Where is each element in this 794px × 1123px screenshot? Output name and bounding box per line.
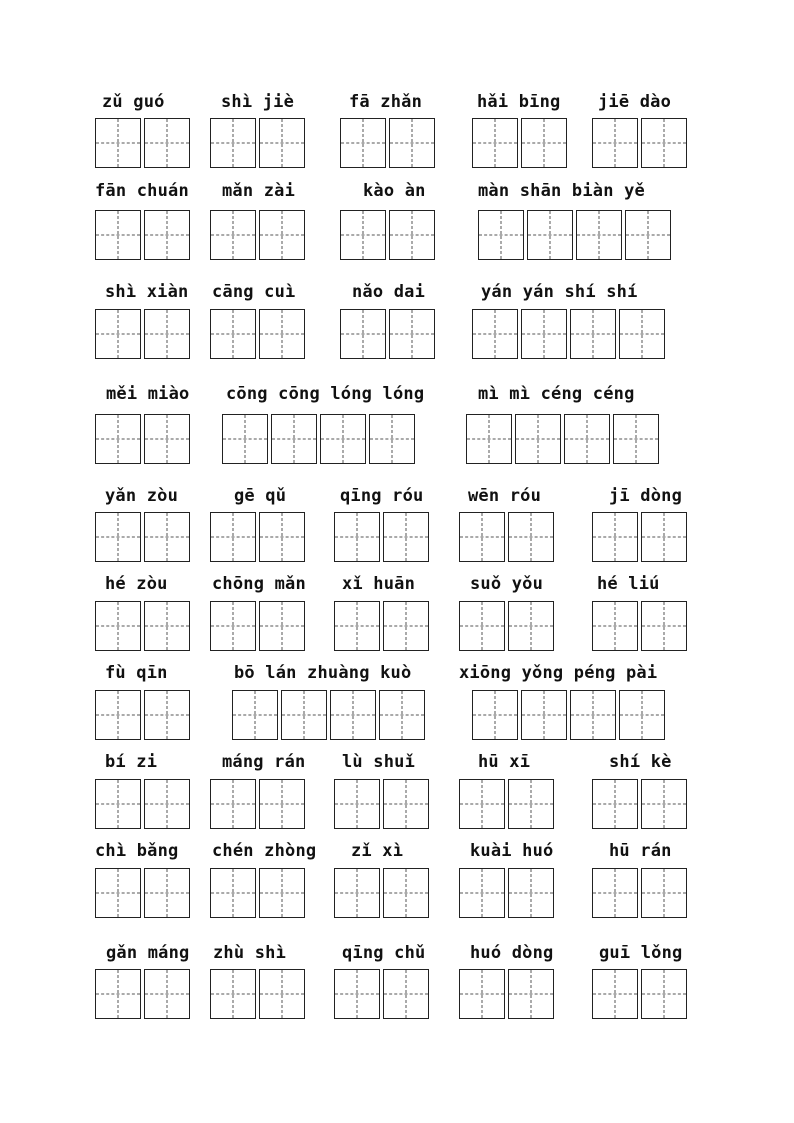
tianzige-box[interactable]	[508, 601, 554, 651]
tianzige-box[interactable]	[210, 601, 256, 651]
pinyin-label: huó dòng	[470, 943, 554, 963]
writing-grid	[334, 969, 429, 1019]
tianzige-box[interactable]	[508, 512, 554, 562]
pinyin-label: zǐ xì	[351, 841, 404, 861]
pinyin-label: wēn róu	[468, 486, 542, 506]
writing-grid	[95, 690, 190, 740]
pinyin-label: nǎo dai	[352, 282, 426, 302]
tianzige-box[interactable]	[459, 969, 505, 1019]
writing-grid	[210, 309, 305, 359]
pinyin-label: hǎi bīng	[477, 92, 561, 112]
tianzige-box[interactable]	[334, 512, 380, 562]
tianzige-box[interactable]	[383, 512, 429, 562]
writing-grid	[222, 414, 415, 464]
pinyin-label: fù qīn	[105, 663, 168, 683]
writing-grid	[592, 969, 687, 1019]
writing-grid	[334, 512, 429, 562]
pinyin-label: màn shān biàn yě	[478, 181, 645, 201]
tianzige-box[interactable]	[508, 868, 554, 918]
tianzige-box[interactable]	[334, 969, 380, 1019]
tianzige-box[interactable]	[95, 601, 141, 651]
tianzige-box[interactable]	[144, 690, 190, 740]
pinyin-label: shí kè	[609, 752, 672, 772]
tianzige-box[interactable]	[259, 512, 305, 562]
pinyin-label: bō lán zhuàng kuò	[234, 663, 412, 683]
pinyin-label: zhù shì	[213, 943, 287, 963]
tianzige-box[interactable]	[232, 690, 278, 740]
writing-grid	[478, 210, 671, 260]
tianzige-box[interactable]	[592, 512, 638, 562]
writing-grid	[459, 512, 554, 562]
tianzige-box[interactable]	[641, 601, 687, 651]
tianzige-box[interactable]	[95, 512, 141, 562]
pinyin-label: xiōng yǒng péng pài	[459, 663, 658, 683]
tianzige-box[interactable]	[144, 779, 190, 829]
tianzige-box[interactable]	[281, 690, 327, 740]
tianzige-box[interactable]	[508, 969, 554, 1019]
tianzige-box[interactable]	[472, 118, 518, 168]
tianzige-box[interactable]	[144, 512, 190, 562]
tianzige-box[interactable]	[210, 779, 256, 829]
tianzige-box[interactable]	[95, 210, 141, 260]
pinyin-label: yǎn zòu	[105, 486, 179, 506]
tianzige-box[interactable]	[613, 414, 659, 464]
writing-grid	[466, 414, 659, 464]
writing-grid	[210, 512, 305, 562]
pinyin-label: chōng mǎn	[212, 574, 306, 594]
tianzige-box[interactable]	[369, 414, 415, 464]
writing-grid	[210, 779, 305, 829]
writing-grid	[459, 868, 554, 918]
writing-grid	[95, 414, 190, 464]
tianzige-box[interactable]	[389, 309, 435, 359]
pinyin-label: guī lǒng	[599, 943, 683, 963]
pinyin-label: gē qǔ	[234, 486, 287, 506]
tianzige-box[interactable]	[641, 512, 687, 562]
tianzige-box[interactable]	[383, 969, 429, 1019]
pinyin-label: máng rán	[222, 752, 306, 772]
tianzige-box[interactable]	[259, 779, 305, 829]
writing-grid	[95, 309, 190, 359]
tianzige-box[interactable]	[641, 969, 687, 1019]
tianzige-box[interactable]	[521, 118, 567, 168]
writing-grid	[592, 601, 687, 651]
tianzige-box[interactable]	[334, 601, 380, 651]
tianzige-box[interactable]	[459, 512, 505, 562]
tianzige-box[interactable]	[95, 414, 141, 464]
tianzige-box[interactable]	[222, 414, 268, 464]
tianzige-box[interactable]	[210, 512, 256, 562]
writing-grid	[95, 601, 190, 651]
tianzige-box[interactable]	[459, 779, 505, 829]
writing-grid	[592, 512, 687, 562]
tianzige-box[interactable]	[619, 690, 665, 740]
tianzige-box[interactable]	[95, 779, 141, 829]
tianzige-box[interactable]	[478, 210, 524, 260]
pinyin-label: fā zhǎn	[349, 92, 423, 112]
writing-grid	[95, 868, 190, 918]
tianzige-box[interactable]	[389, 118, 435, 168]
tianzige-box[interactable]	[383, 601, 429, 651]
tianzige-box[interactable]	[210, 868, 256, 918]
pinyin-label: fān chuán	[95, 181, 189, 201]
tianzige-box[interactable]	[592, 601, 638, 651]
writing-grid	[95, 512, 190, 562]
tianzige-box[interactable]	[259, 969, 305, 1019]
tianzige-box[interactable]	[271, 414, 317, 464]
tianzige-box[interactable]	[340, 309, 386, 359]
pinyin-label: bí zi	[105, 752, 158, 772]
tianzige-box[interactable]	[144, 868, 190, 918]
tianzige-box[interactable]	[144, 118, 190, 168]
tianzige-box[interactable]	[641, 779, 687, 829]
pinyin-label: chén zhòng	[212, 841, 317, 861]
pinyin-label: kào àn	[363, 181, 426, 201]
pinyin-label: cōng cōng lóng lóng	[226, 384, 425, 404]
writing-grid	[459, 969, 554, 1019]
tianzige-box[interactable]	[619, 309, 665, 359]
tianzige-box[interactable]	[210, 210, 256, 260]
writing-grid	[210, 969, 305, 1019]
writing-grid	[472, 309, 665, 359]
tianzige-box[interactable]	[383, 779, 429, 829]
pinyin-label: hé zòu	[105, 574, 168, 594]
tianzige-box[interactable]	[95, 690, 141, 740]
writing-grid	[592, 118, 687, 168]
tianzige-box[interactable]	[592, 118, 638, 168]
tianzige-box[interactable]	[527, 210, 573, 260]
tianzige-box[interactable]	[334, 868, 380, 918]
tianzige-box[interactable]	[340, 118, 386, 168]
tianzige-box[interactable]	[210, 969, 256, 1019]
tianzige-box[interactable]	[259, 601, 305, 651]
pinyin-label: suǒ yǒu	[470, 574, 544, 594]
writing-grid	[472, 118, 567, 168]
writing-grid	[95, 210, 190, 260]
tianzige-box[interactable]	[389, 210, 435, 260]
tianzige-box[interactable]	[592, 779, 638, 829]
tianzige-box[interactable]	[95, 309, 141, 359]
tianzige-box[interactable]	[259, 118, 305, 168]
writing-grid	[210, 118, 305, 168]
pinyin-label: hū rán	[609, 841, 672, 861]
tianzige-box[interactable]	[95, 118, 141, 168]
pinyin-label: jiē dào	[598, 92, 672, 112]
writing-grid	[340, 210, 435, 260]
tianzige-box[interactable]	[466, 414, 512, 464]
pinyin-label: mǎn zài	[222, 181, 296, 201]
tianzige-box[interactable]	[564, 414, 610, 464]
tianzige-box[interactable]	[592, 868, 638, 918]
tianzige-box[interactable]	[259, 868, 305, 918]
tianzige-box[interactable]	[472, 690, 518, 740]
pinyin-label: shì xiàn	[105, 282, 189, 302]
writing-grid	[210, 601, 305, 651]
tianzige-box[interactable]	[379, 690, 425, 740]
writing-grid	[592, 868, 687, 918]
tianzige-box[interactable]	[340, 210, 386, 260]
writing-grid	[472, 690, 665, 740]
writing-grid	[210, 210, 305, 260]
tianzige-box[interactable]	[570, 690, 616, 740]
tianzige-box[interactable]	[570, 309, 616, 359]
writing-grid	[95, 969, 190, 1019]
pinyin-label: lù shuǐ	[342, 752, 416, 772]
writing-grid	[592, 779, 687, 829]
pinyin-label: cāng cuì	[212, 282, 296, 302]
writing-grid	[210, 868, 305, 918]
writing-grid	[95, 118, 190, 168]
tianzige-box[interactable]	[508, 779, 554, 829]
writing-grid	[340, 309, 435, 359]
writing-grid	[340, 118, 435, 168]
pinyin-label: gǎn máng	[106, 943, 190, 963]
pinyin-label: yán yán shí shí	[481, 282, 638, 302]
pinyin-label: jī dòng	[609, 486, 683, 506]
pinyin-label: shì jiè	[221, 92, 295, 112]
writing-grid	[334, 601, 429, 651]
writing-grid	[232, 690, 425, 740]
writing-grid	[334, 868, 429, 918]
tianzige-box[interactable]	[330, 690, 376, 740]
tianzige-box[interactable]	[383, 868, 429, 918]
writing-grid	[95, 779, 190, 829]
pinyin-label: hé liú	[597, 574, 660, 594]
tianzige-box[interactable]	[144, 601, 190, 651]
tianzige-box[interactable]	[210, 118, 256, 168]
tianzige-box[interactable]	[95, 969, 141, 1019]
tianzige-box[interactable]	[334, 779, 380, 829]
tianzige-box[interactable]	[641, 868, 687, 918]
tianzige-box[interactable]	[641, 118, 687, 168]
pinyin-label: chì bǎng	[95, 841, 179, 861]
pinyin-label: mì mì céng céng	[478, 384, 635, 404]
pinyin-label: hū xī	[478, 752, 531, 772]
pinyin-label: xǐ huān	[342, 574, 416, 594]
tianzige-box[interactable]	[521, 309, 567, 359]
pinyin-label: kuài huó	[470, 841, 554, 861]
writing-grid	[459, 601, 554, 651]
tianzige-box[interactable]	[592, 969, 638, 1019]
tianzige-box[interactable]	[144, 969, 190, 1019]
tianzige-box[interactable]	[259, 309, 305, 359]
tianzige-box[interactable]	[320, 414, 366, 464]
tianzige-box[interactable]	[625, 210, 671, 260]
tianzige-box[interactable]	[259, 210, 305, 260]
tianzige-box[interactable]	[144, 414, 190, 464]
tianzige-box[interactable]	[459, 601, 505, 651]
pinyin-label: měi miào	[106, 384, 190, 404]
writing-grid	[334, 779, 429, 829]
tianzige-box[interactable]	[210, 309, 256, 359]
pinyin-label: qīng róu	[340, 486, 424, 506]
pinyin-label: zǔ guó	[102, 92, 165, 112]
tianzige-box[interactable]	[521, 690, 567, 740]
tianzige-box[interactable]	[459, 868, 505, 918]
writing-grid	[459, 779, 554, 829]
tianzige-box[interactable]	[576, 210, 622, 260]
tianzige-box[interactable]	[515, 414, 561, 464]
tianzige-box[interactable]	[144, 210, 190, 260]
pinyin-label: qīng chǔ	[342, 943, 426, 963]
tianzige-box[interactable]	[144, 309, 190, 359]
tianzige-box[interactable]	[95, 868, 141, 918]
tianzige-box[interactable]	[472, 309, 518, 359]
